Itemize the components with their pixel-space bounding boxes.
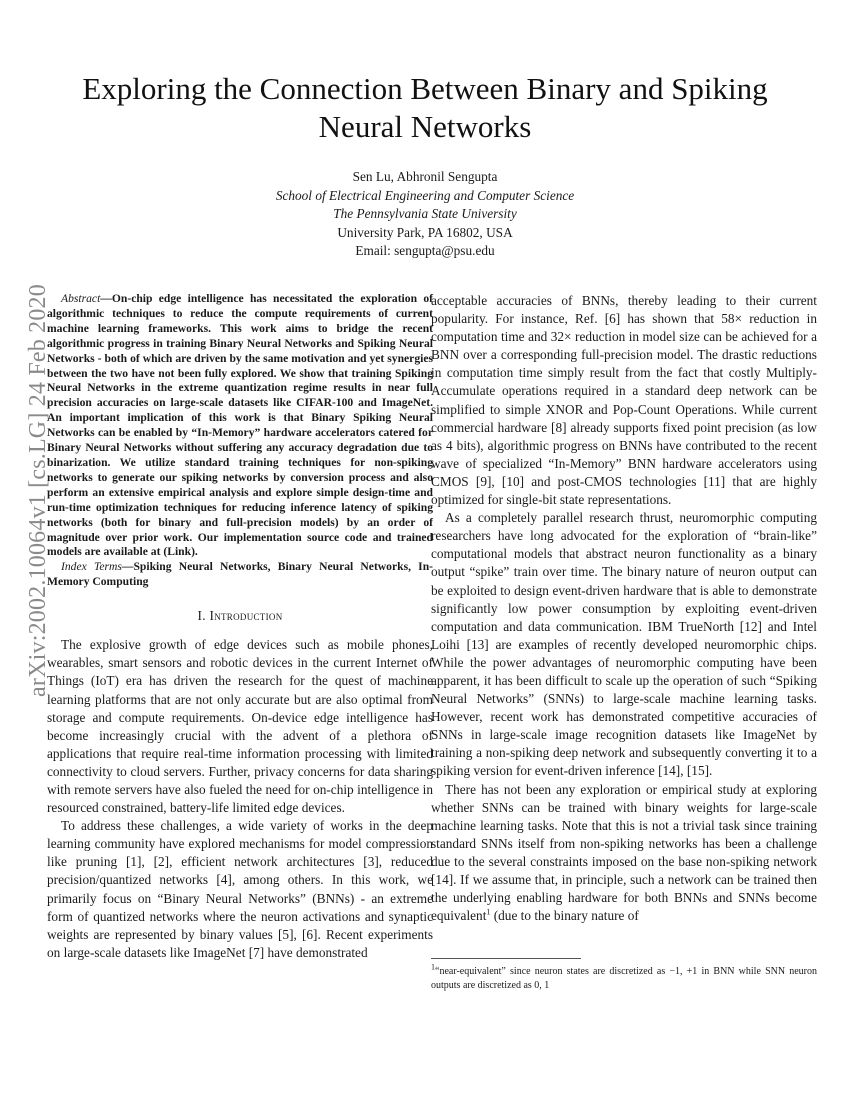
footnote-text: “near-equivalent” since neuron states are discretized as −1, +1 in BNN while SNN neuron outputs are discretized as 0, 1 bbox=[431, 966, 817, 991]
footnote-reference[interactable]: 1 bbox=[486, 907, 491, 917]
intro-paragraph-1: The explosive growth of edge devices such as mobile phones, wearables, smart sensors and robotic devices in the current Internet of Things (IoT) era has driven the research for the quest of machine learning platforms that are not only accurate but are also optimal from storage and compute requirements. On-device edge intelligence has become increasingly crucial with the advent of a plethora of applications that require real-time information processing with limited connectivity to cloud servers. Further, privacy concerns for data sharing with remote servers have also fueled the need for on-chip intelligence in resourced constrained, battery-life limited edge devices. bbox=[47, 637, 433, 816]
arxiv-identifier-text: arXiv:2002.10064v1 [cs.LG] 24 Feb 2020 bbox=[24, 283, 51, 697]
intro-paragraph-2: To address these challenges, a wide variety of works in the deep learning community have explored mechanisms for model compression like pruning [1], [2], efficient network architectures [3], reduced precision/quantized networks [4], among others. In this work, we primarily focus on “Binary Neural Networks” (BNNs) - an extreme form of quantized networks where the neuron activations and synaptic weights are represented by binary values [5], [6]. Recent experiments on large-scale datasets like ImageNet [7] have demonstrated bbox=[47, 818, 433, 960]
paper-title: Exploring the Connection Between Binary and Spiking Neural Networks bbox=[82, 71, 768, 144]
intro-paragraph-2-continued: acceptable accuracies of BNNs, thereby leading to their current popularity. For instance, Ref. [6] has shown that 58× reduction in computation time and 32× reduction in model size can be achieved for a BNN over a corresponding full-precision model. The drastic reductions in computation time simply result from the fact that costly Multiply-Accumulate operations required in a standard deep network can be simplified to simple XNOR and Pop-Count Operations. While current commercial hardware [8] already supports fixed point precision (as low as 4 bits), algorithmic progress on BNNs have contributed to the recent wave of specialized “In-Memory” BNN hardware accelerators using CMOS [9], [10] and post-CMOS technologies [11] that are highly optimized for single-bit state representations. bbox=[431, 293, 817, 508]
abstract-label: Abstract bbox=[61, 292, 101, 305]
footnote-mark: 1 bbox=[431, 962, 435, 972]
affiliation-university: The Pennsylvania State University bbox=[333, 206, 517, 221]
left-column bbox=[47, 292, 433, 962]
right-column bbox=[431, 292, 817, 925]
affiliation-school: School of Electrical Engineering and Computer Science bbox=[275, 187, 575, 203]
author-block bbox=[120, 168, 730, 261]
author-email: Email: sengupta@psu.edu bbox=[355, 243, 495, 258]
intro-paragraph-3: As a completely parallel research thrust, neuromorphic computing researchers have long advocated for the exploration of “brain-like” computational models that abstract neuron functionality as a binary output “spike” train over time. The binary nature of neuron output can be exploited to design event-driven hardware that is able to demonstrate significantly low power consumption by exploiting event-driven computation and data communication. IBM TrueNorth [12] and Intel Loihi [13] are examples of recently developed neuromorphic chips. While the power advantages of neuromorphic computing have been apparent, it has been difficult to scale up the operation of such “Spiking Neural Networks” (SNNs) to large-scale machine learning tasks. However, recent work has demonstrated competitive accuracies of SNNs in large-scale image recognition datasets like ImageNet by training a non-spiking deep network and subsequently converting it to a spiking version for event-driven inference [14], [15]. bbox=[431, 510, 817, 779]
intro-paragraph-4-text: There has not been any exploration or empirical study at exploring whether SNNs can be trained with binary weights for large-scale machine learning tasks. Note that this is not a trivial task since training standard SNNs itself from non-spiking networks has been a challenge due to the several constraints imposed on the base non-spiking network [14]. If we assume that, in principle, such a network can be trained then the underlying enabling hardware for both BNNs and SNNs become equivalent bbox=[431, 781, 817, 924]
intro-paragraph-4-tail: (due to the binary nature of bbox=[490, 908, 639, 924]
author-names: Sen Lu, Abhronil Sengupta bbox=[352, 169, 498, 184]
footnote-divider bbox=[431, 958, 581, 959]
intro-paragraph-4 bbox=[431, 781, 817, 926]
index-terms-text: —Spiking Neural Networks, Binary Neural Networks, In-Memory Computing bbox=[47, 560, 433, 589]
footnote bbox=[431, 962, 817, 992]
section-heading-introduction: I. Introduction bbox=[197, 608, 283, 624]
abstract bbox=[47, 292, 433, 560]
affiliation-address: University Park, PA 16802, USA bbox=[337, 224, 513, 240]
index-terms-label: Index Terms bbox=[61, 560, 122, 574]
abstract-text: —On-chip edge intelligence has necessitated the exploration of algorithmic techniques to reduce the compute requirements of current machine learning frameworks. This work aims to bridge the recent algorithmic progress in training Binary Neural Networks and Spiking Neural Networks - both of which are driven by the same motivation and yet synergies between the two have not been fully explored. We show that training Spiking Neural Networks in the extreme quantization regime results in near full precision accuracies on large-scale datasets like CIFAR-100 and ImageNet. An important implication of this work is that Binary Spiking Neural Networks can be enabled by “In-Memory” hardware accelerators catered for Binary Neural Networks without suffering any accuracy degradation due to binarization. We utilize standard training techniques for non-spiking networks to generate our spiking networks by conversion process and also perform an extensive empirical analysis and explore simple design-time and run-time optimization techniques for reducing inference latency of spiking networks (both for binary and full-precision models) by an order of magnitude over prior work. Our implementation source code and trained models are available at (Link). bbox=[47, 292, 433, 559]
index-terms bbox=[47, 560, 433, 590]
